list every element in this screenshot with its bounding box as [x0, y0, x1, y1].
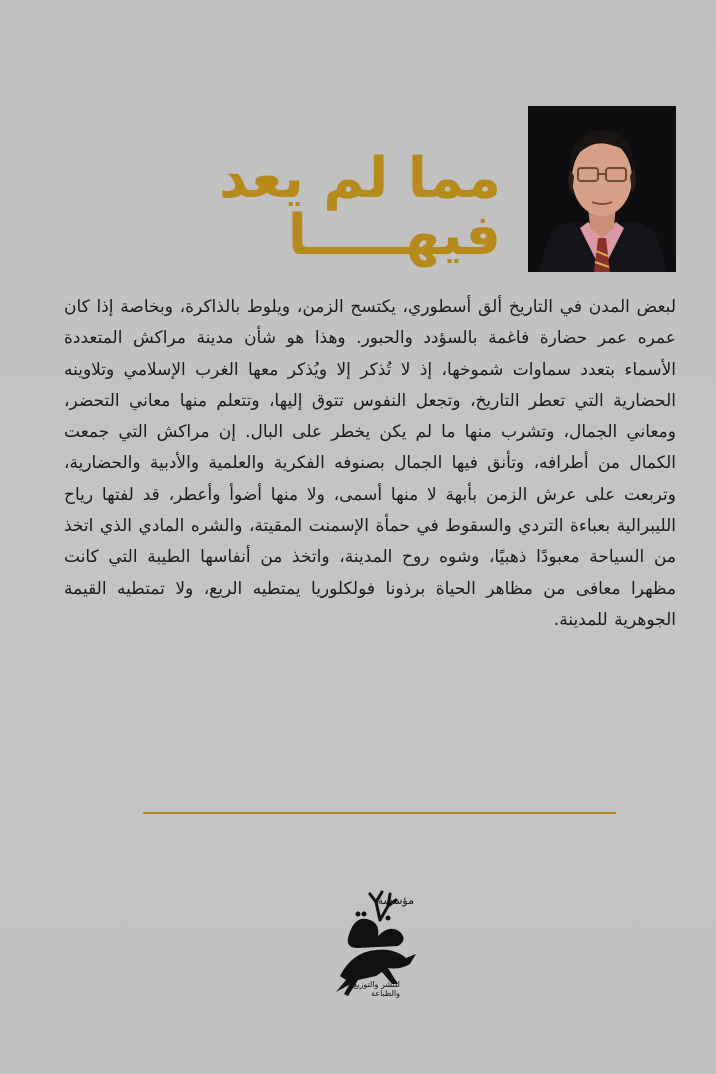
- publisher-logo: [318, 880, 426, 1010]
- author-photo: [528, 106, 676, 272]
- gold-divider: [143, 812, 616, 814]
- book-title: [131, 146, 501, 269]
- book-title-line2: فيهـــــا: [287, 203, 501, 269]
- back-cover-description: لبعض المدن في التاريخ ألق أسطوري، يكتسح الزمن، ويلوط بالذاكرة، وبخاصة إذا كان عمره عمر حضارة فاغمة بالسؤدد والحبور. وهذا هو شأن مدينة مراكش المتعددة الأسماء بتعدد سماوات شموخها، إذ لا تُذكر إلا ويُذكر معها الغرب الإسلامي وتلاوينه الحضارية التي تعطر التاريخ، وتجعل النفوس تتوق إليها، وتتعلم منها معاني التحضر، ومعاني الجمال، وتشرب منها ما لم يكن يخطر على البال. إن مراكش التي جمعت الكمال من أطرافه، وتأنق فيها الجمال بصنوفه الفكرية والعلمية والأدبية والحضارية، وتربعت على عرش الزمن بأبهة لا منها أسمى، ولا منها أضوأ وأعطر، قد لفتها رياح الليبرالية بعباءة التردي والسقوط في حمأة الإسمنت المقيتة، والشره المادي الذي اتخذ من السياحة معبودًا ذهبيًا، وشوه روح المدينة، واتخذ من أنفاسها الطيبة التي كانت مظهرا معافى من مظاهر الحياة برذونا فولكلوريا يمتطيه الريع، ولا تمتطيه القيمة الجوهرية للمدينة.: [64, 297, 676, 630]
- publisher-word: مؤسسة: [377, 894, 414, 907]
- book-title-line1: مما لم يعد: [218, 146, 501, 211]
- publisher-tagline: للنشر والتوزيع والطباعة: [352, 980, 400, 998]
- author-portrait-image: [528, 106, 676, 272]
